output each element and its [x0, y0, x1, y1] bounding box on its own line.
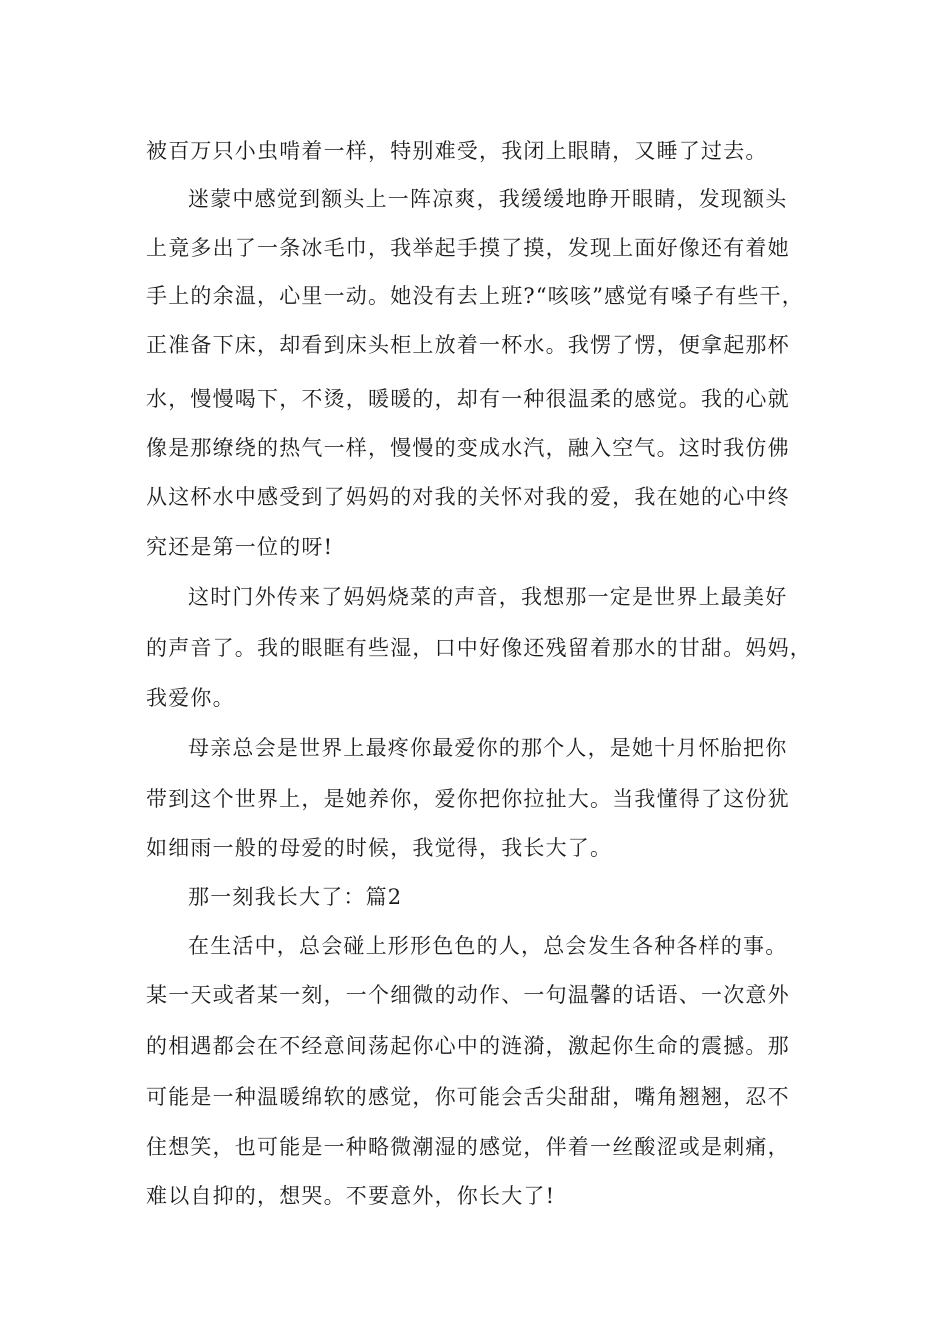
text-line: 究还是第一位的呀!: [146, 535, 334, 559]
text-line: 难以自抑的，想哭。不要意外，你长大了!: [146, 1184, 556, 1208]
text-line: 我爱你。: [146, 686, 235, 710]
paragraph-start-line: 这时门外传来了妈妈烧菜的声音，我想那一定是世界上最美好: [188, 585, 788, 609]
paragraph-start-line: 在生活中，总会碰上形形色色的人，总会发生各种各样的事。: [188, 934, 788, 958]
section-heading: 那一刻我长大了：篇2: [188, 885, 403, 909]
text-line: 住想笑，也可能是一种略微潮湿的感觉，伴着一丝酸涩或是刺痛，: [146, 1135, 790, 1159]
paragraph-start-line: 母亲总会是世界上最疼你最爱你的那个人，是她十月怀胎把你: [188, 736, 788, 760]
text-line: 的相遇都会在不经意间荡起你心中的涟漪，激起你生命的震撼。那: [146, 1034, 790, 1058]
text-line: 像是那缭绕的热气一样，慢慢的变成水汽，融入空气。这时我仿佛: [146, 436, 790, 460]
text-line: 被百万只小虫啃着一样，特别难受，我闭上眼睛，又睡了过去。: [146, 139, 768, 163]
text-line: 从这杯水中感受到了妈妈的对我的关怀对我的爱，我在她的心中终: [146, 485, 790, 509]
paragraph-start-line: 迷蒙中感觉到额头上一阵凉爽，我缓缓地睁开眼睛，发现额头: [188, 187, 788, 211]
text-line: 可能是一种温暖绵软的感觉，你可能会舌尖甜甜，嘴角翘翘，忍不: [146, 1085, 790, 1109]
text-line: 某一天或者某一刻，一个细微的动作、一句温馨的话语、一次意外: [146, 983, 790, 1007]
text-line: 带到这个世界上，是她养你，爱你把你拉扯大。当我懂得了这份犹: [146, 787, 790, 811]
text-line: 的声音了。我的眼眶有些湿，口中好像还残留着那水的甘甜。妈妈，: [146, 636, 812, 660]
text-line: 手上的余温，心里一动。她没有去上班?“咳咳”感觉有嗓子有些干，: [146, 284, 804, 308]
text-line: 正准备下床，却看到床头柜上放着一杯水。我愣了愣，便拿起那杯: [146, 333, 790, 357]
text-line: 水，慢慢喝下，不烫，暖暖的，却有一种很温柔的感觉。我的心就: [146, 387, 790, 411]
text-line: 上竟多出了一条冰毛巾，我举起手摸了摸，发现上面好像还有着她: [146, 236, 790, 260]
text-line: 如细雨一般的母爱的时候，我觉得，我长大了。: [146, 836, 613, 860]
